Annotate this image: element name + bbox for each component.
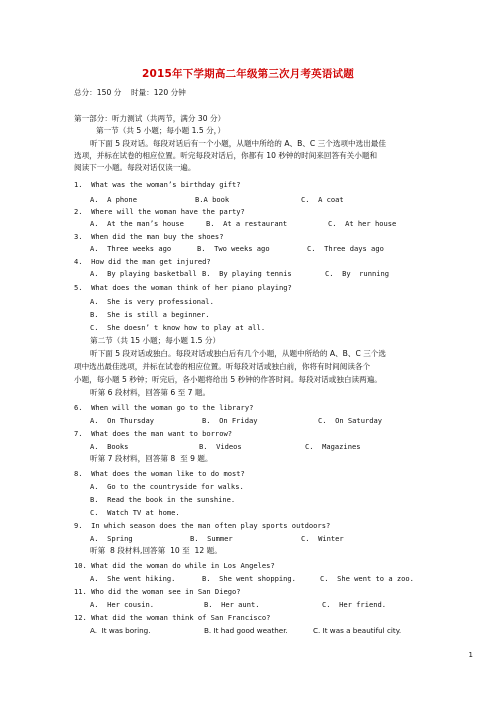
- option-b: B. Two weeks ago: [197, 244, 270, 253]
- option-a: A. A phone: [90, 195, 137, 204]
- question-stem: 7. What does the man want to borrow?: [74, 429, 233, 438]
- section1-instruction-line: 听下面 5 段对话。每段对话后有一个小题，从题中所给的 A、B、C 三个选项中选出最佳: [90, 139, 386, 148]
- question-stem: 3. When did the man buy the shoes?: [74, 232, 224, 241]
- option-c: C. Watch TV at home.: [90, 508, 180, 517]
- question-stem: 2. Where will the woman have the party?: [74, 207, 245, 216]
- part1-heading: 第一部分：听力测试（共两节，满分 30 分）: [74, 114, 226, 123]
- section2-instruction-line: 项中选出最佳选项，并标在试卷的相应位置。听每段对话或独白前，你将有时间阅读各个: [74, 362, 371, 371]
- option-c: C. A coat: [301, 195, 344, 204]
- option-b: B. It had good weather.: [204, 626, 288, 635]
- option-a: A. It was boring.: [90, 626, 151, 635]
- option-b: B. Her aunt.: [204, 600, 260, 609]
- option-a: A. Spring: [90, 534, 133, 543]
- question-stem: 9. In which season does the man often play sports outdoors?: [74, 521, 331, 530]
- option-c: C. At her house: [328, 219, 397, 228]
- exam-title: 2015年下学期高二年级第三次月考英语试题: [142, 68, 354, 80]
- option-c: C. Three days ago: [307, 244, 384, 253]
- question-stem: 10. What did the woman do while in Los Angeles?: [74, 561, 275, 570]
- question-stem: 8. What does the woman like to do most?: [74, 469, 245, 478]
- option-c: C. By running: [325, 269, 390, 278]
- option-b: B. On Friday: [202, 416, 258, 425]
- option-a: A. Books: [90, 442, 129, 451]
- question-stem: 1. What was the woman’s birthday gift?: [74, 180, 241, 189]
- option-a: A. By playing basketball: [90, 269, 197, 278]
- option-a: A. At the man’s house: [90, 219, 184, 228]
- option-a: A. Three weeks ago: [90, 244, 172, 253]
- page-number: 1: [468, 651, 473, 659]
- option-a: A. She went hiking.: [90, 574, 176, 583]
- option-c: C. Magazines: [305, 442, 361, 451]
- option-c: C. It was a beautiful city.: [313, 626, 402, 635]
- section1-heading: 第一节（共 5 小题；每小题 1.5 分，）: [96, 126, 226, 135]
- listening-note: 听第 6 段材料，回答第 6 至 7 题。: [90, 388, 211, 397]
- option-c: C. Her friend.: [322, 600, 387, 609]
- section1-instruction-line: 阅读下一小题。每段对话仅读一遍。: [74, 163, 196, 172]
- question-stem: 4. How did the man get injured?: [74, 257, 211, 266]
- question-stem: 5. What does the woman think of her piano playing?: [74, 283, 292, 292]
- section2-instruction-line: 小题，每小题 5 秒钟；听完后，各小题将给出 5 秒钟的作答时间。每段对话或独白读两遍。: [74, 375, 382, 384]
- question-stem: 6. When will the woman go to the library?: [74, 403, 254, 412]
- option-b: B. At a restaurant: [206, 219, 288, 228]
- option-c: C. She doesn’ t know how to play at all.: [90, 323, 266, 332]
- section1-instruction-line: 选项，并标在试卷的相应位置。听完每段对话后，你都有 10 秒钟的时间来回答有关小题和: [74, 151, 378, 160]
- question-stem: 12. What did the woman think of San Francisco?: [74, 613, 271, 622]
- option-b: B. Read the book in the sunshine.: [90, 495, 236, 504]
- option-c: C. Winter: [301, 534, 344, 543]
- listening-note: 听第 8 段材料,回答第 10 至 12 题。: [90, 546, 222, 555]
- option-b: B. By playing tennis: [202, 269, 292, 278]
- exam-meta: 总分：150 分 时量：120 分钟: [74, 88, 186, 97]
- option-a: A. Go to the countryside for walks.: [90, 482, 244, 491]
- section2-heading: 第二节（共 15 小题；每小题 1.5 分）: [90, 336, 221, 345]
- option-b: B.A book: [195, 195, 230, 204]
- option-b: B. Summer: [190, 534, 233, 543]
- option-a: A. She is very professional.: [90, 297, 214, 306]
- option-b: B. She went shopping.: [202, 574, 296, 583]
- option-b: B. Videos: [199, 442, 242, 451]
- option-c: C. On Saturday: [318, 416, 383, 425]
- section2-instruction-line: 听下面 5 段对话或独白。每段对话或独白后有几个小题，从题中所给的 A、B、C 三个选: [90, 349, 386, 358]
- option-a: A. Her cousin.: [90, 600, 155, 609]
- listening-note: 听第 7 段材料，回答第 8 至 9 题。: [90, 454, 213, 463]
- option-b: B. She is still a beginner.: [90, 310, 210, 319]
- option-c: C. She went to a zoo.: [320, 574, 414, 583]
- option-a: A. On Thursday: [90, 416, 155, 425]
- question-stem: 11. Who did the woman see in San Diego?: [74, 587, 241, 596]
